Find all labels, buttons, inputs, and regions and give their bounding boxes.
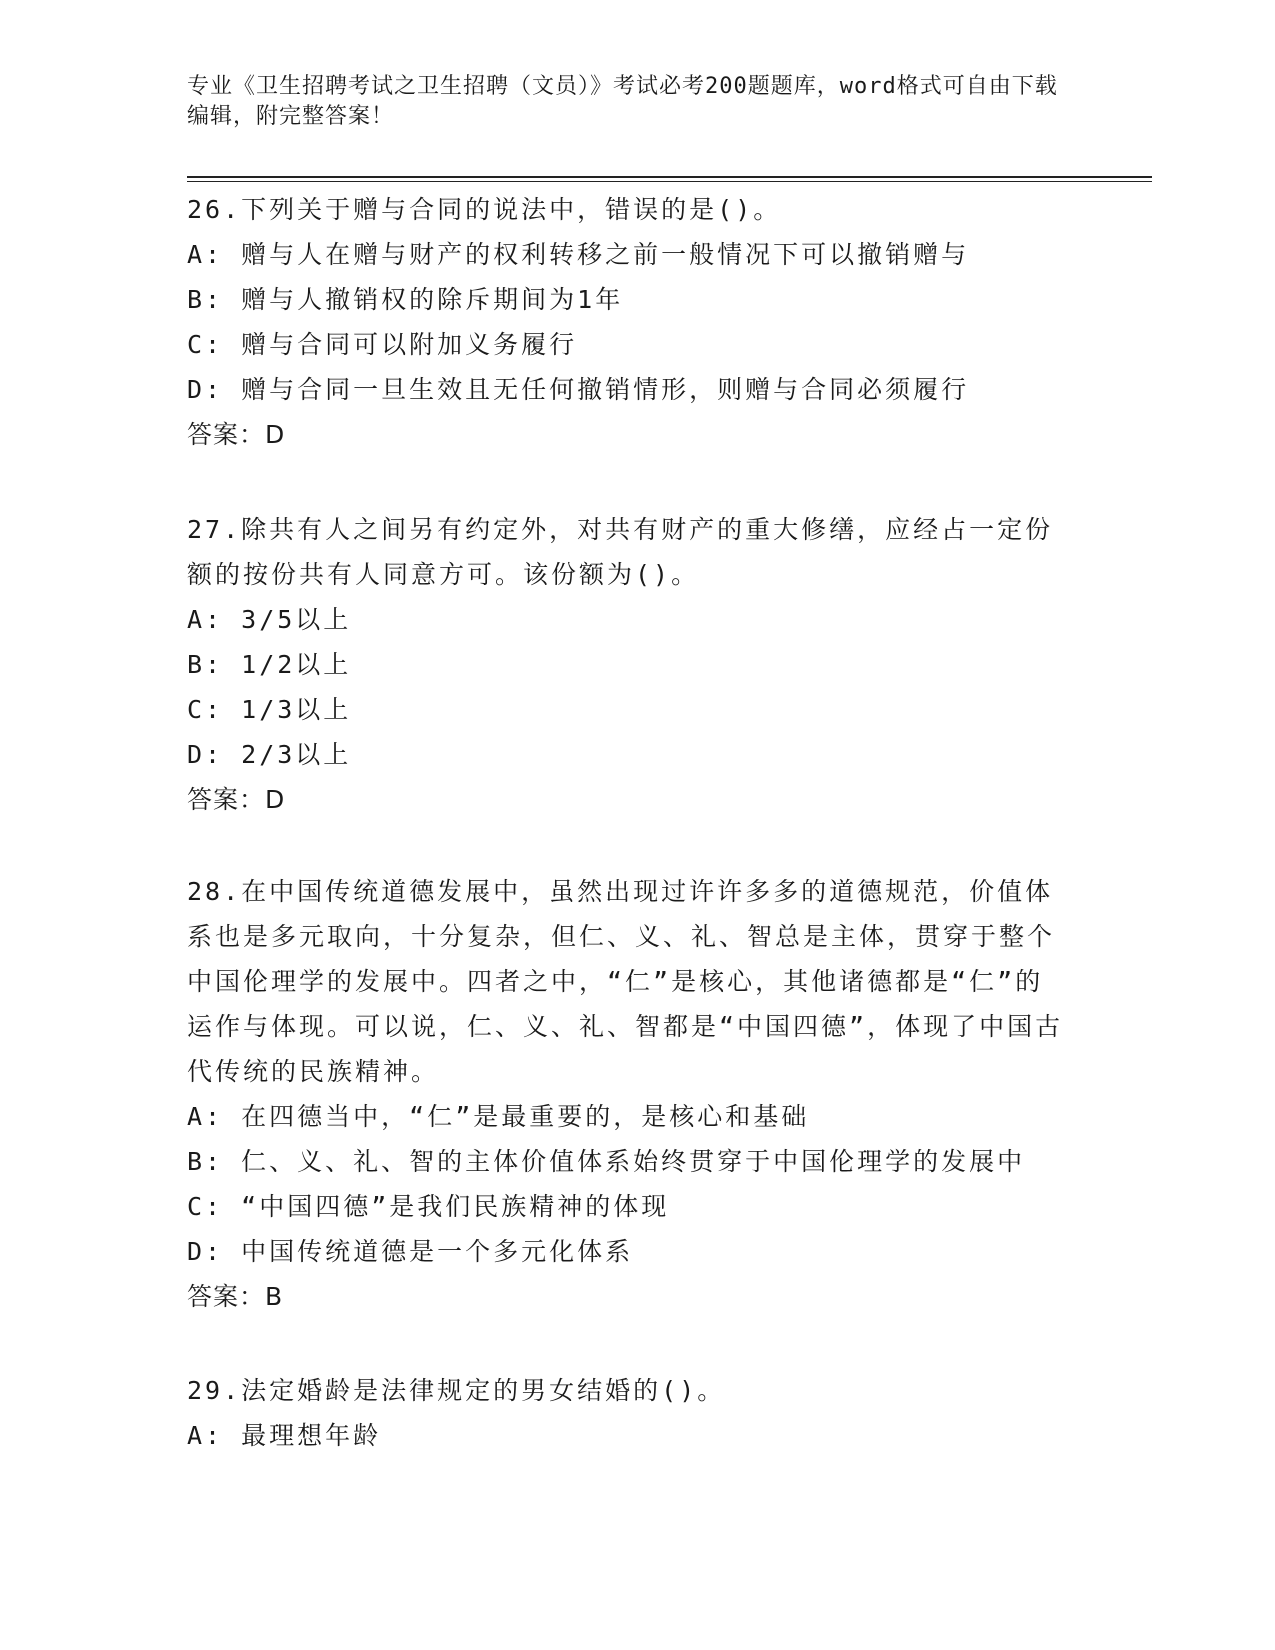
question-29 [187,1368,1067,1458]
question-stem: 27.除共有人之间另有约定外，对共有财产的重大修缮，应经占一定份额的按份共有人同意方可。该份额为()。 [187,515,1054,589]
question-28 [187,869,1067,1319]
option-a: A: 赠与人在赠与财产的权利转移之前一般情况下可以撤销赠与 [187,240,970,269]
question-stem: 29.法定婚龄是法律规定的男女结婚的()。 [187,1376,726,1405]
question-stem: 26.下列关于赠与合同的说法中，错误的是()。 [187,195,782,224]
question-27 [187,507,1067,822]
option-a: A: 在四德当中，“仁”是最重要的，是核心和基础 [187,1102,810,1131]
option-c: C: 1/3以上 [187,695,352,724]
option-a: A: 3/5以上 [187,605,352,634]
option-c: C: “中国四德”是我们民族精神的体现 [187,1192,670,1221]
option-d: D: 2/3以上 [187,740,352,769]
option-c: C: 赠与合同可以附加义务履行 [187,330,578,359]
option-a: A: 最理想年龄 [187,1421,382,1450]
question-26 [187,187,1067,457]
header-rule-thick [187,176,1152,178]
option-b: B: 仁、义、礼、智的主体价值体系始终贯穿于中国伦理学的发展中 [187,1147,1026,1176]
answer-line: 答案：D [187,785,286,814]
header-rule-thin [187,181,1152,182]
document-header: 专业《卫生招聘考试之卫生招聘（文员）》考试必考200题题库，word格式可自由下载编辑，附完整答案！ [187,74,1058,129]
option-b: B: 赠与人撤销权的除斥期间为1年 [187,285,624,314]
option-d: D: 中国传统道德是一个多元化体系 [187,1237,634,1266]
option-b: B: 1/2以上 [187,650,352,679]
option-d: D: 赠与合同一旦生效且无任何撤销情形，则赠与合同必须履行 [187,375,970,404]
answer-line: 答案：B [187,1282,284,1311]
answer-line: 答案：D [187,420,286,449]
question-stem: 28.在中国传统道德发展中，虽然出现过许许多多的道德规范，价值体系也是多元取向，十分复杂，但仁、义、礼、智总是主体，贯穿于整个中国伦理学的发展中。四者之中，“仁”是核心，其他诸德都是“仁”的运作与体现。可以说，仁、义、礼、智都是“中国四德”，体现了中国古代传统的民族精神。 [187,877,1064,1086]
